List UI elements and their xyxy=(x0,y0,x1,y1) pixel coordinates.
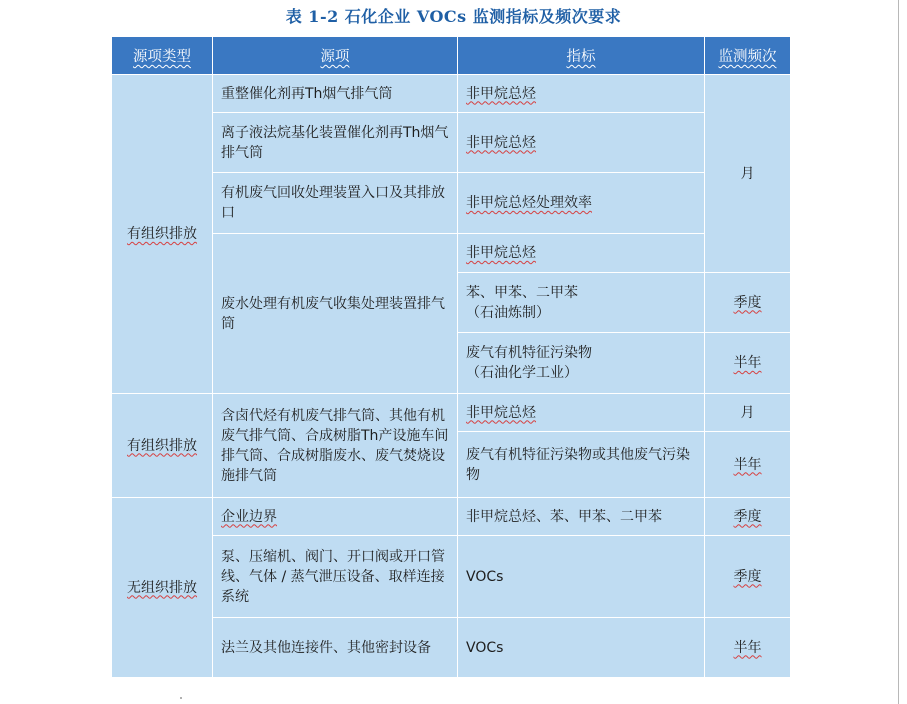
header-frequency: 监测频次 xyxy=(705,37,791,75)
frequency-cell: 季度 xyxy=(705,498,791,536)
table-caption: 表 1-2 石化企业 VOCs 监测指标及频次要求 xyxy=(285,7,622,26)
table-row xyxy=(112,498,791,536)
indicator-cell: 非甲烷总烃 xyxy=(458,75,705,113)
source-cell: 法兰及其他连接件、其他密封设备 xyxy=(213,618,458,678)
frequency-cell: 半年 xyxy=(705,618,791,678)
table-row xyxy=(112,234,791,273)
indicator-cell: 非甲烷总烃处理效率 xyxy=(458,173,705,234)
indicator-cell: 非甲烷总烃 xyxy=(458,113,705,173)
source-cell: 离子液法烷基化装置催化剂再Th烟气排气筒 xyxy=(213,113,458,173)
table-row xyxy=(112,536,791,618)
source-type-cell: 有组织排放 xyxy=(112,75,213,394)
frequency-cell: 半年 xyxy=(705,432,791,498)
indicator-cell: 非甲烷总烃、苯、甲苯、二甲苯 xyxy=(458,498,705,536)
indicator-cell: 非甲烷总烃 xyxy=(458,394,705,432)
table-row xyxy=(112,113,791,173)
frequency-cell: 月 xyxy=(705,394,791,432)
frequency-cell: 季度 xyxy=(705,273,791,333)
table-row xyxy=(112,75,791,113)
header-indicator: 指标 xyxy=(458,37,705,75)
table-row xyxy=(112,173,791,234)
frequency-cell: 月 xyxy=(705,75,791,273)
frequency-cell: 半年 xyxy=(705,333,791,394)
source-cell: 有机废气回收处理装置入口及其排放口 xyxy=(213,173,458,234)
header-source: 源项 xyxy=(213,37,458,75)
source-cell: 含卤代烃有机废气排气筒、其他有机废气排气筒、合成树脂Th产设施车间排气筒、合成树脂废水、废气焚烧设施排气筒 xyxy=(213,394,458,498)
source-cell: 企业边界 xyxy=(213,498,458,536)
stray-dot xyxy=(180,697,182,699)
indicator-cell: 废气有机特征污染物或其他废气污染物 xyxy=(458,432,705,498)
source-type-cell: 有组织排放 xyxy=(112,394,213,498)
table-row xyxy=(112,618,791,678)
page-edge-line xyxy=(898,0,899,704)
indicator-cell: VOCs xyxy=(458,618,705,678)
source-cell: 废水处理有机废气收集处理装置排气筒 xyxy=(213,234,458,394)
vocs-monitoring-table xyxy=(111,36,791,678)
source-cell: 重整催化剂再Th烟气排气筒 xyxy=(213,75,458,113)
source-cell: 泵、压缩机、阀门、开口阀或开口管线、气体 / 蒸气泄压设备、取样连接系统 xyxy=(213,536,458,618)
frequency-cell: 季度 xyxy=(705,536,791,618)
indicator-cell: VOCs xyxy=(458,536,705,618)
table-row xyxy=(112,394,791,432)
header-row xyxy=(112,37,791,75)
indicator-cell: 非甲烷总烃 xyxy=(458,234,705,273)
header-source-type: 源项类型 xyxy=(112,37,213,75)
indicator-cell: 苯、甲苯、二甲苯 （石油炼制） xyxy=(458,273,705,333)
indicator-cell: 废气有机特征污染物 （石油化学工业） xyxy=(458,333,705,394)
source-type-cell: 无组织排放 xyxy=(112,498,213,678)
